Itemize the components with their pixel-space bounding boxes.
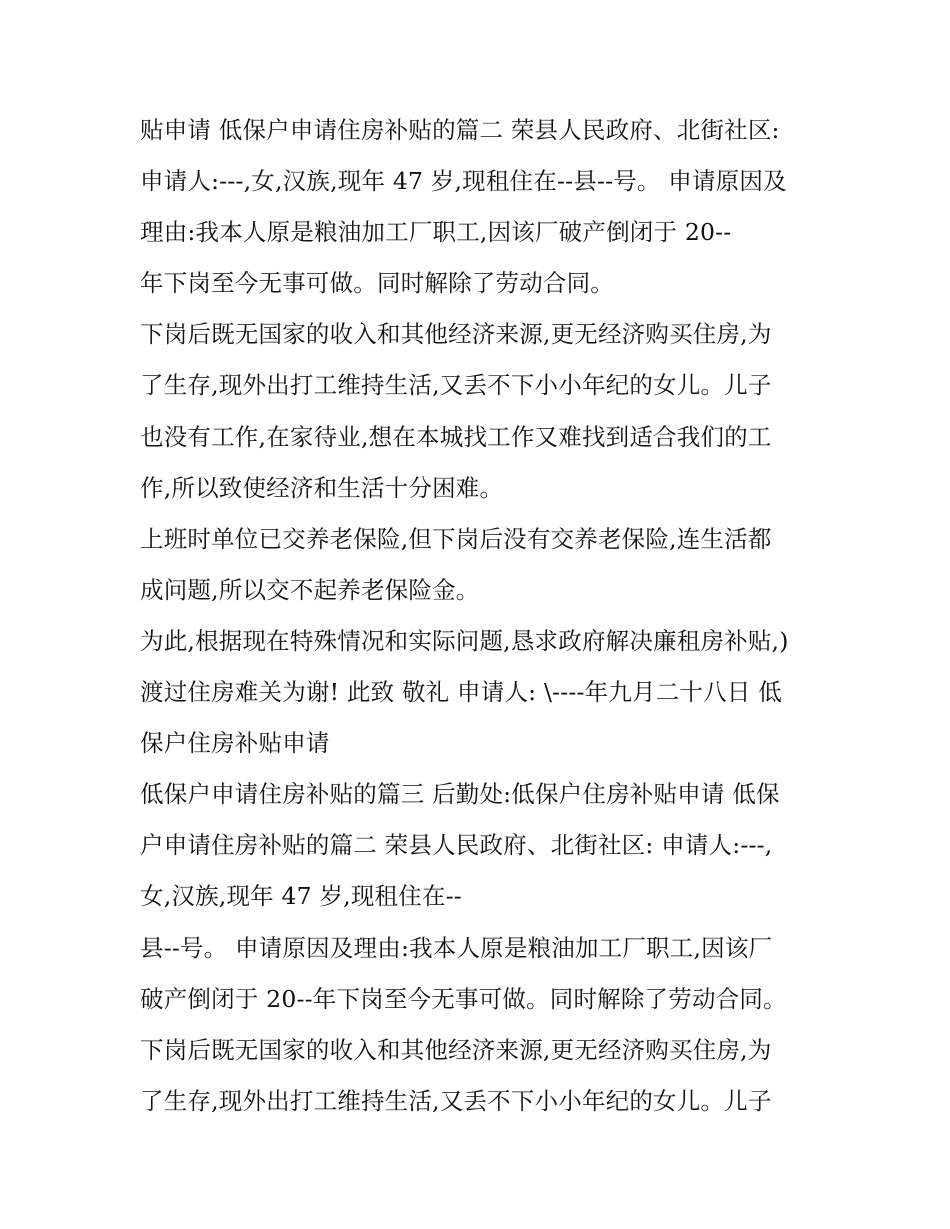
text-line: 年下岗至今无事可做。同时解除了劳动合同。: [140, 269, 614, 298]
text-line: 为此,根据现在特殊情况和实际问题,恳求政府解决廉租房补贴,): [140, 626, 789, 655]
text-line: 户申请住房补贴的篇二 荣县人民政府、北街社区: 申请人:---,: [140, 831, 773, 860]
document-body: [140, 105, 840, 1127]
text-line: 保户住房补贴申请: [140, 729, 330, 758]
text-line: 渡过住房难关为谢! 此致 敬礼 申请人: \----年九月二十八日 低: [140, 678, 782, 707]
text-line: 也没有工作,在家待业,想在本城找工作又难找到适合我们的工: [140, 422, 772, 451]
text-line: 下岗后既无国家的收入和其他经济来源,更无经济购买住房,为: [140, 1035, 772, 1064]
text-line: 理由:我本人原是粮油加工厂职工,因该厂破产倒闭于 20--: [140, 218, 732, 247]
text-line: 女,汉族,现年 47 岁,现租住在--: [140, 882, 462, 911]
text-line: 破产倒闭于 20--年下岗至今无事可做。同时解除了劳动合同。: [140, 984, 787, 1013]
text-line: 下岗后既无国家的收入和其他经济来源,更无经济购买住房,为: [140, 320, 772, 349]
text-line: 贴申请 低保户申请住房补贴的篇二 荣县人民政府、北街社区:: [140, 116, 780, 144]
text-line: 县--号。 申请原因及理由:我本人原是粮油加工厂职工,因该厂: [140, 933, 773, 962]
text-line: 了生存,现外出打工维持生活,又丢不下小小年纪的女儿。儿子: [140, 1086, 772, 1115]
text-line: 成问题,所以交不起养老保险金。: [140, 575, 480, 604]
text-line: 申请人:---,女,汉族,现年 47 岁,现租住在--县--号。 申请原因及: [140, 167, 787, 196]
text-line: 作,所以致使经济和生活十分困难。: [140, 473, 504, 502]
text-line: 了生存,现外出打工维持生活,又丢不下小小年纪的女儿。儿子: [140, 371, 772, 400]
text-line: 低保户申请住房补贴的篇三 后勤处:低保户住房补贴申请 低保: [140, 780, 780, 809]
text-line: 上班时单位已交养老保险,但下岗后没有交养老保险,连生活都: [140, 524, 772, 553]
